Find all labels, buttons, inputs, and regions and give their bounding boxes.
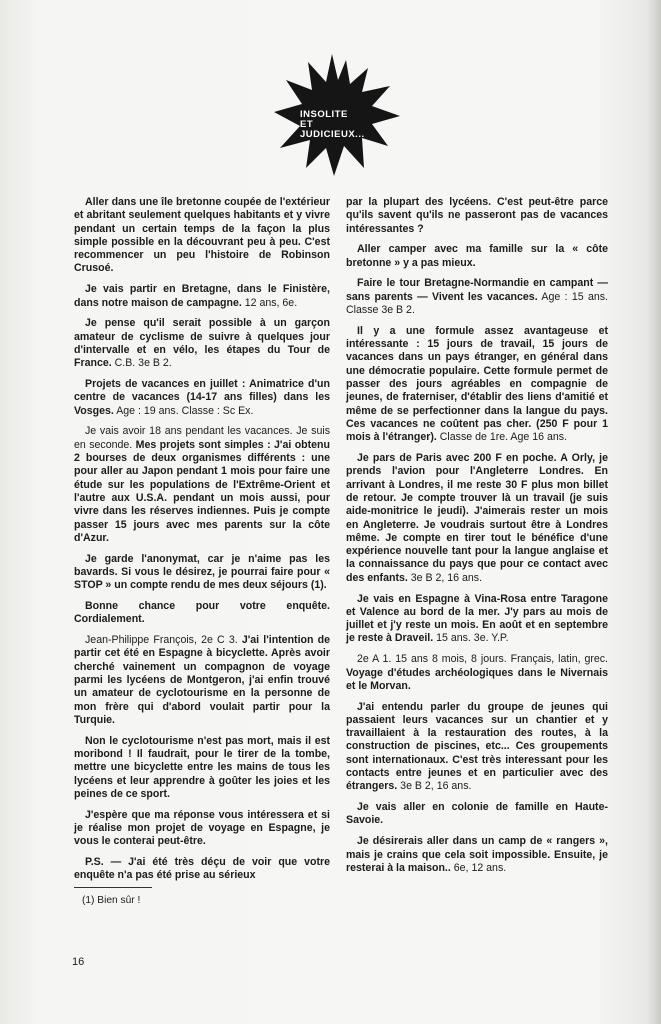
right-column [346,196,608,883]
paragraph: J'espère que ma réponse vous intéressera et si je réalise mon projet de voyage en Espagne, je vous le conterai peut-être. [74,808,330,848]
page-fold-shadow [647,0,661,1024]
left-column [74,196,330,907]
paragraph: Faire le tour Bretagne-Normandie en campant — sans parents — Vivent les vacances. Age : 15 ans. Classe 3e B 2. [346,277,608,317]
paragraph: Je pars de Paris avec 200 F en poche. A Orly, je prends l'avion pour l'Angleterre Londres. En arrivant à Londres, il me reste 30 F plus mon billet de retour. Je compte trouver là un travail (je suis aide-monitrice le jeudi). J'aimerais rester un mois en Angleterre. Je voudrais surtout être à Londres même. Je compte en tirer tout le bénéfice d'une expérience nouvelle tant pour la langue anglaise et la connaissance du pays que pour ce contact avec des enfants. 3e B 2, 16 ans. [346,452,608,584]
paragraph: Aller dans une île bretonne coupée de l'extérieur et abritant seulement quelques habitants et y vivre pendant un certain temps de la façon la plus simple possible en la découvrant peu à peu. C'est recommencer un peu l'histoire de Robinson Crusoé. [74,196,330,275]
badge-line-3: JUDICIEUX... [300,129,365,140]
paragraph: Je vais avoir 18 ans pendant les vacances. Je suis en seconde. Mes projets sont simples : J'ai obtenu 2 bourses de deux organismes différents : une pour aller au Japon pendant 1 mois pour faire une étude sur les populations de l'Extrême-Orient et l'autre aux U.S.A. pendant un mois aussi, pour vivre dans les réserves indiennes. Puis je compte passer 15 jours avec mes parents sur la côte d'Azur. [74,425,331,544]
paragraph: Bonne chance pour votre enquête. Cordialement. [74,600,330,626]
footnote-rule [74,887,152,888]
paragraph: Je vais aller en colonie de famille en Haute-Savoie. [346,801,608,827]
badge-line-1: INSOLITE [300,109,348,120]
badge-line-2: ET [300,119,314,130]
paragraph: J'ai entendu parler du groupe de jeunes qui passaient leurs vacances sur un chantier et y travaillaient à la restauration des routes, à la construction de piscines, etc... Ces groupements sont internationaux. C'est très interessant pour les contacts entre jeunes et en particulier avec des étrangers. 3e B 2, 16 ans. [346,700,608,793]
paragraph: P.S. — J'ai été très déçu de voir que votre enquête n'a pas été prise au sérieux [74,856,330,882]
paragraph: Je vais en Espagne à Vina-Rosa entre Taragone et Valence au bord de la mer. J'y pars au mois de juillet et j'y reste un mois. En août et en septembre je reste à Draveil. 15 ans. 3e. Y.P. [346,592,608,645]
paragraph: Il y a une formule assez avantageuse et intéressante : 15 jours de travail, 15 jours de vacances dans un pays étranger, en général dans une démocratie populaire. Cette formule permet de passer des jours agréables en compagnie de jeunes, de fraterniser, d'établir des liens d'amitié et même de se perfectionner dans la langue du pays. Ces vacances ne coûtent pas cher. (250 F pour 1 mois à l'étranger). Classe de 1re. Age 16 ans. [346,324,608,444]
badge-title [300,110,400,140]
paragraph: Jean-Philippe François, 2e C 3. J'ai l'intention de partir cet été en Espagne à bicyclette. Après avoir cherché vainement un compagnon de voyage parmi les lycéens de Montgeron, j'ai enfin trouvé un amateur de cyclotourisme en la personne de mon frère qui d'abord voulait partir pour la Turquie. [74,634,330,726]
paragraph: Je pense qu'il serait possible à un garçon amateur de cyclisme de suivre à quelques jour d'intervalle et en vélo, les étapes du Tour de France. C.B. 3e B 2. [74,317,330,370]
paragraph: 2e A 1. 15 ans 8 mois, 8 jours. Français, latin, grec. Voyage d'études archéologiques dans le Nivernais et le Morvan. [346,653,608,692]
paragraph: Aller camper avec ma famille sur la « côte bretonne » y a pas mieux. [346,243,608,269]
paragraph: Je désirerais aller dans un camp de « rangers », mais je crains que cela soit impossible. Ensuite, je resterai à la maison.. 6e, 12 ans. [346,835,608,874]
paragraph: Je garde l'anonymat, car je n'aime pas les bavards. Si vous le désirez, je pourrai faire pour « STOP » un compte rendu de mes deux séjours (1). [74,552,330,592]
paragraph: Projets de vacances en juillet : Animatrice d'un centre de vacances (14-17 ans filles) dans les Vosges. Age : 19 ans. Classe : Sc Ex. [74,378,330,417]
paragraph: Non le cyclotourisme n'est pas mort, mais il est moribond ! Il faudrait, pour le tirer de la tombe, mettre une bicyclette entre les mains de tous les lycéens et leur apprendre à goûter les joies et les peines de ce sport. [74,734,330,800]
page-number: 16 [72,956,85,968]
paragraph: Je vais partir en Bretagne, dans le Finistère, dans notre maison de campagne. 12 ans, 6e. [74,283,330,309]
paragraph: par la plupart des lycéens. C'est peut-être parce qu'ils savent qu'ils ne passeront pas de vacances intéressantes ? [346,196,608,235]
footnote: (1) Bien sûr ! [82,894,141,906]
